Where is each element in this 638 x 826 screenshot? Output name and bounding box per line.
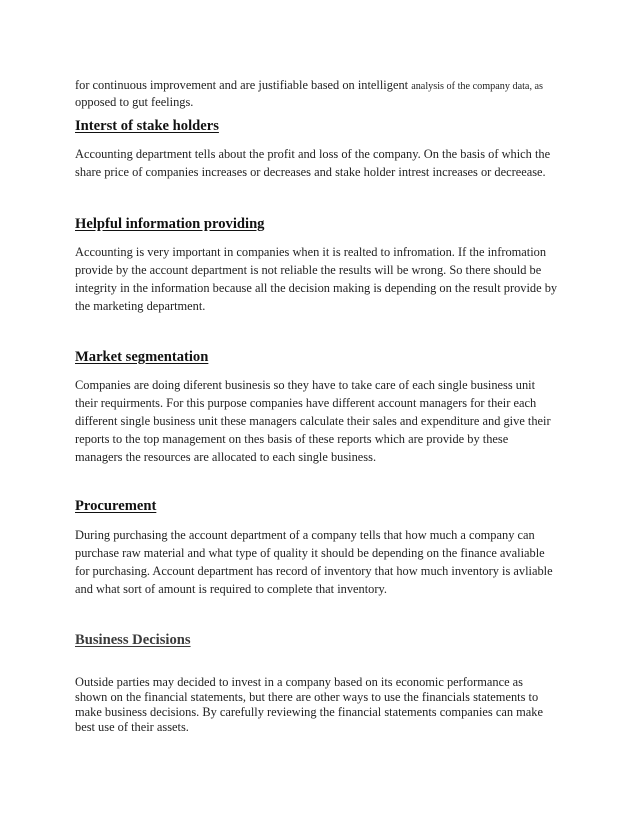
paragraph-line: make business decisions. By carefully reviewing the financial statements companies can make	[75, 705, 543, 719]
paragraph-line: and what sort of amount is required to complete that inventory.	[75, 582, 387, 596]
section-heading-market-segmentation: Market segmentation	[75, 349, 209, 365]
section-heading-business-decisions: Business Decisions	[75, 632, 191, 648]
paragraph-line: share price of companies increases or decreases and stake holder intrest increases or decreease.	[75, 165, 546, 179]
intro-text-small: analysis of the company data, as	[411, 81, 544, 92]
intro-line: opposed to gut feelings.	[75, 95, 194, 109]
paragraph-line: different single business unit these managers calculate their sales and expenditure and give their	[75, 414, 551, 428]
paragraph-line: Outside parties may decided to invest in a company based on its economic performance as	[75, 675, 523, 689]
paragraph-line: the marketing department.	[75, 299, 206, 313]
paragraph-line: their requirments. For this purpose companies have different account managers for their each	[75, 396, 537, 410]
section-heading-stake-holders: Interst of stake holders	[75, 118, 219, 134]
section-heading-helpful-information: Helpful information providing	[75, 216, 265, 232]
paragraph-line: provide by the account department is not reliable the results will be wrong. So there should be	[75, 263, 542, 277]
paragraph-line: for purchasing. Account department has record of inventory that how much inventory is avliable	[75, 564, 553, 578]
paragraph-line: reports to the top management on thes basis of these reports which are provide by these	[75, 432, 509, 446]
paragraph-line: managers the resources are allocated to each single business.	[75, 450, 377, 464]
section-heading-procurement: Procurement	[75, 498, 157, 514]
intro-text: for continuous improvement and are justifiable based on intelligent	[75, 78, 412, 92]
paragraph-line: purchase raw material and what type of quality it should be depending on the finance avaliable	[75, 546, 545, 560]
paragraph-line: best use of their assets.	[75, 720, 189, 734]
paragraph-line: shown on the financial statements, but there are other ways to use the financials statements to	[75, 690, 539, 704]
paragraph-line: During purchasing the account department of a company tells that how much a company can	[75, 528, 535, 542]
paragraph-line: Companies are doing diferent businesis so they have to take care of each single business unit	[75, 378, 536, 392]
paragraph-line: integrity in the information because all the decision making is depending on the result provide by	[75, 281, 558, 295]
paragraph-line: Accounting is very important in companies when it is realted to infromation. If the infromation	[75, 245, 547, 259]
intro-line	[75, 78, 543, 94]
paragraph-line: Accounting department tells about the profit and loss of the company. On the basis of which the	[75, 147, 551, 161]
